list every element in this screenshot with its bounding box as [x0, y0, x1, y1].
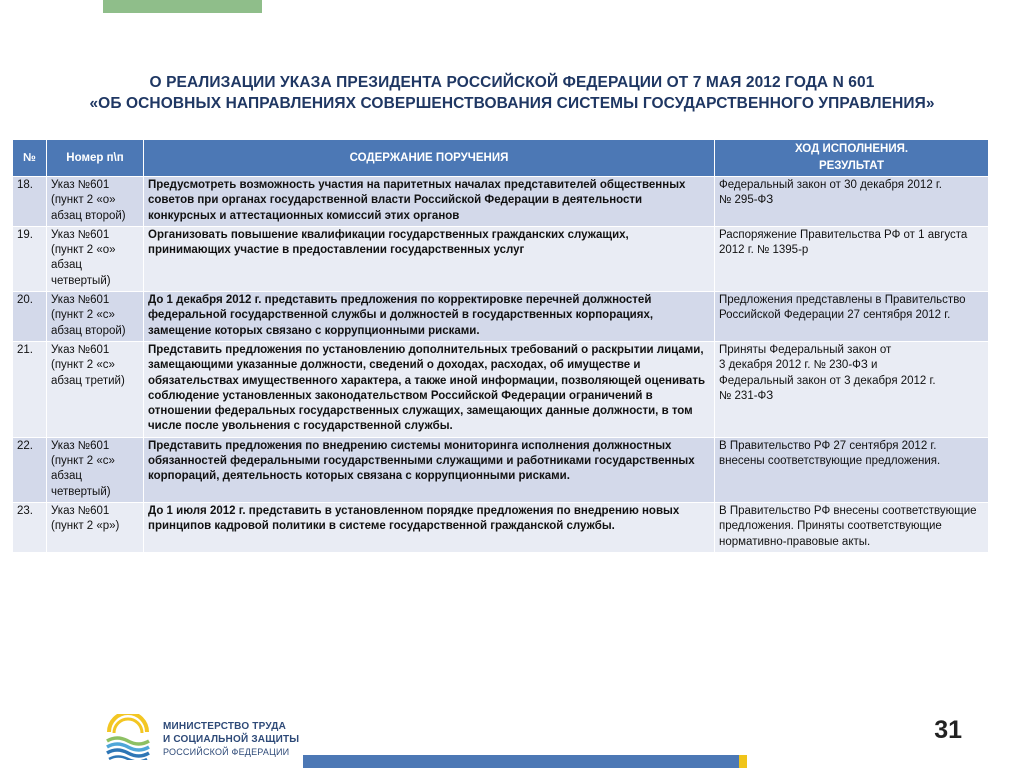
cell-result: Предложения представлены в Правительство Российской Федерации 27 сентября 2012 г.	[715, 292, 989, 342]
column-header-content: СОДЕРЖАНИЕ ПОРУЧЕНИЯ	[144, 140, 715, 177]
column-header-num: №	[13, 140, 47, 177]
cell-num: 18.	[13, 177, 47, 227]
ministry-name-line2: И СОЦИАЛЬНОЙ ЗАЩИТЫ	[163, 734, 300, 745]
column-header-result-line1: ХОД ИСПОЛНЕНИЯ.	[794, 143, 909, 155]
page-title	[20, 72, 1004, 114]
cell-result: Федеральный закон от 30 декабря 2012 г. № 295-ФЗ	[715, 177, 989, 227]
cell-item: Указ №601 (пункт 2 «о» абзац второй)	[47, 177, 144, 227]
page-number: 31	[934, 716, 962, 744]
ministry-name	[163, 720, 299, 759]
cell-item: Указ №601 (пункт 2 «с» абзац третий)	[47, 341, 144, 437]
cell-content: Предусмотреть возможность участия на паритетных началах представителей общественных советов при органах государственной власти Российской Федерации в деятельности конкурсных и аттестационных комиссий этих органов	[144, 177, 715, 227]
table-row	[13, 437, 989, 502]
cell-num: 20.	[13, 292, 47, 342]
ministry-name-line3: РОССИЙСКОЙ ФЕДЕРАЦИИ	[163, 747, 290, 757]
cell-result: Приняты Федеральный закон от 3 декабря 2012 г. № 230-ФЗ и Федеральный закон от 3 декабря 2012 г. № 231-ФЗ	[715, 341, 989, 437]
cell-result: В Правительство РФ 27 сентября 2012 г. внесены соответствующие предложения.	[715, 437, 989, 502]
cell-result: В Правительство РФ внесены соответствующие предложения. Приняты соответствующие нормативно-правовые акты.	[715, 502, 989, 552]
table-row	[13, 341, 989, 437]
tasks-table	[12, 139, 989, 553]
cell-num: 22.	[13, 437, 47, 502]
cell-content: До 1 июля 2012 г. представить в установленном порядке предложения по внедрению новых принципов кадровой политики в системе государственной гражданской службы.	[144, 502, 715, 552]
cell-num: 21.	[13, 341, 47, 437]
cell-content: До 1 декабря 2012 г. представить предложения по корректировке перечней должностей федеральной государственной службы и должностей в государственных корпорациях, замещение которых связано с коррупционными рисками.	[144, 292, 715, 342]
cell-num: 23.	[13, 502, 47, 552]
top-decoration-bar	[103, 0, 262, 13]
column-header-result	[715, 140, 989, 177]
table-body	[13, 177, 989, 553]
table-row	[13, 177, 989, 227]
page-title-line2: «ОБ ОСНОВНЫХ НАПРАВЛЕНИЯХ СОВЕРШЕНСТВОВАНИЯ СИСТЕМЫ ГОСУДАРСТВЕННОГО УПРАВЛЕНИЯ»	[89, 95, 935, 112]
cell-item: Указ №601 (пункт 2 «с» абзац второй)	[47, 292, 144, 342]
cell-item: Указ №601 (пункт 2 «с» абзац четвертый)	[47, 437, 144, 502]
column-header-item: Номер п\п	[47, 140, 144, 177]
cell-num: 19.	[13, 226, 47, 291]
column-header-result-line2: РЕЗУЛЬТАТ	[818, 160, 885, 172]
bottom-accent-bar	[739, 755, 747, 768]
bottom-decoration-bar	[303, 755, 739, 768]
cell-content: Представить предложения по установлению дополнительных требований о раскрытии лицами, замещающими указанные должности, сведений о доходах, расходах, об имуществе и обязательствах имущественного характера, а также иной информации, позволяющей оценивать соблюдение установленных законодательством Российской Федерации ограничений в отношении федеральных государственных служащих, замещающих данные должности, в том числе после увольнения с государственной службы.	[144, 341, 715, 437]
cell-content: Представить предложения по внедрению системы мониторинга исполнения должностных обязанностей федеральными государственными служащими и работниками государственных корпораций, деятельность которых связана с коррупционными рисками.	[144, 437, 715, 502]
table-row	[13, 226, 989, 291]
cell-item: Указ №601 (пункт 2 «р»)	[47, 502, 144, 552]
table-header-row	[13, 140, 989, 177]
cell-content: Организовать повышение квалификации государственных гражданских служащих, принимающих участие в предоставлении государственных услуг	[144, 226, 715, 291]
page-title-line1: О РЕАЛИЗАЦИИ УКАЗА ПРЕЗИДЕНТА РОССИЙСКОЙ ФЕДЕРАЦИИ ОТ 7 МАЯ 2012 ГОДА N 601	[149, 74, 875, 91]
table-row	[13, 292, 989, 342]
ministry-name-line1: МИНИСТЕРСТВО ТРУДА	[163, 721, 287, 732]
cell-item: Указ №601 (пункт 2 «о» абзац четвертый)	[47, 226, 144, 291]
table-row	[13, 502, 989, 552]
cell-result: Распоряжение Правительства РФ от 1 августа 2012 г. № 1395-р	[715, 226, 989, 291]
ministry-emblem-icon	[105, 714, 151, 760]
